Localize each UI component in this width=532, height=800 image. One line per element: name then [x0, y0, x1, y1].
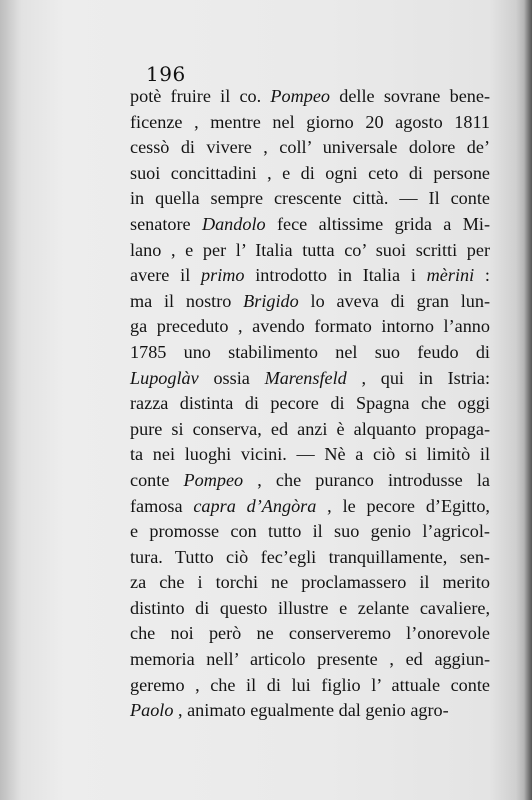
text-segment: razza distinta di pecore di Spagna che oggi: [130, 393, 490, 414]
text-segment: lano , e per l’ Italia tutta co’ suoi scritti per: [130, 239, 490, 260]
italic-text: Brigido: [243, 290, 299, 311]
text-segment: delle sovrane bene-: [330, 86, 490, 106]
text-line: [130, 161, 490, 187]
text-segment: fece altissime grida a Mi-: [265, 213, 490, 234]
text-line: [130, 391, 490, 417]
italic-text: capra d’Angòra: [193, 495, 317, 516]
text-segment: suoi concittadini , e di ogni ceto di persone: [130, 162, 490, 183]
text-line: [130, 621, 490, 647]
text-segment: potè fruire il co.: [130, 86, 271, 106]
italic-text: Paolo: [130, 700, 174, 721]
italic-text: Lupoglàv: [130, 367, 199, 388]
text-line: [130, 135, 490, 161]
text-segment: pure si conserva, ed anzi è alquanto propaga-: [130, 418, 490, 439]
text-segment: ta nei luoghi vicini. — Nè a ciò si limitò il: [130, 444, 490, 465]
text-segment: senatore: [130, 213, 202, 234]
text-line: [130, 698, 490, 724]
text-segment: memoria nell’ articolo presente , ed aggiun-: [130, 649, 490, 670]
text-segment: cessò di vivere , coll’ universale dolore de’: [130, 137, 490, 158]
text-line: [130, 340, 490, 366]
text-line: [130, 84, 490, 110]
page-edge-shadow: [524, 0, 532, 800]
text-segment: , animato egualmente dal genio agro-: [173, 700, 449, 721]
text-segment: , che puranco introdusse la: [243, 469, 490, 490]
text-line: [130, 468, 490, 494]
italic-text: mèrini: [426, 265, 475, 286]
text-line: [130, 519, 490, 545]
text-line: [130, 238, 490, 264]
text-line: [130, 494, 490, 520]
text-segment: ossia: [198, 367, 265, 388]
text-segment: geremo , che il di lui figlio l’ attuale conte: [130, 674, 490, 695]
page-number: 196: [146, 62, 186, 86]
text-line: [130, 263, 490, 289]
text-segment: ma il nostro: [130, 290, 244, 311]
text-segment: ga preceduto , avendo formato intorno l’anno: [130, 316, 490, 337]
text-line: [130, 366, 490, 392]
text-line: [130, 673, 490, 699]
text-segment: , qui in Istria:: [346, 367, 491, 388]
text-line: [130, 314, 490, 340]
text-segment: in quella sempre crescente città. — Il conte: [130, 188, 490, 209]
text-line: [130, 212, 490, 238]
text-segment: 1785 uno stabilimento nel suo feudo di: [130, 341, 490, 362]
text-segment: za che i torchi ne proclamassero il merito: [130, 572, 490, 593]
text-line: [130, 596, 490, 622]
text-segment: introdotto in Italia i: [244, 265, 427, 286]
text-line: [130, 570, 490, 596]
text-segment: lo aveva di gran lun-: [298, 290, 491, 311]
text-line: [130, 289, 490, 315]
italic-text: Pompeo: [183, 469, 244, 490]
text-segment: ficenze , mentre nel giorno 20 agosto 1811: [130, 111, 490, 132]
body-text: [130, 84, 490, 724]
text-segment: :: [474, 265, 490, 286]
text-line: [130, 417, 490, 443]
text-line: [130, 647, 490, 673]
text-line: [130, 442, 490, 468]
text-segment: distinto di questo illustre e zelante cavaliere,: [130, 597, 490, 618]
text-line: [130, 186, 490, 212]
italic-text: primo: [201, 265, 245, 286]
italic-text: Dandolo: [201, 213, 266, 234]
italic-text: Marensfeld: [264, 367, 347, 388]
text-segment: tura. Tutto ciò fec’egli tranquillamente, sen-: [130, 546, 490, 567]
text-line: [130, 545, 490, 571]
text-segment: conte: [130, 469, 184, 490]
text-segment: che noi però ne conserveremo l’onorevole: [130, 623, 490, 644]
text-segment: e promosse con tutto il suo genio l’agricol-: [130, 521, 490, 542]
text-segment: famosa: [130, 495, 194, 516]
text-segment: avere il: [130, 265, 202, 286]
text-segment: , le pecore d’Egitto,: [316, 495, 490, 516]
text-line: [130, 110, 490, 136]
italic-text: Pompeo: [270, 86, 331, 106]
